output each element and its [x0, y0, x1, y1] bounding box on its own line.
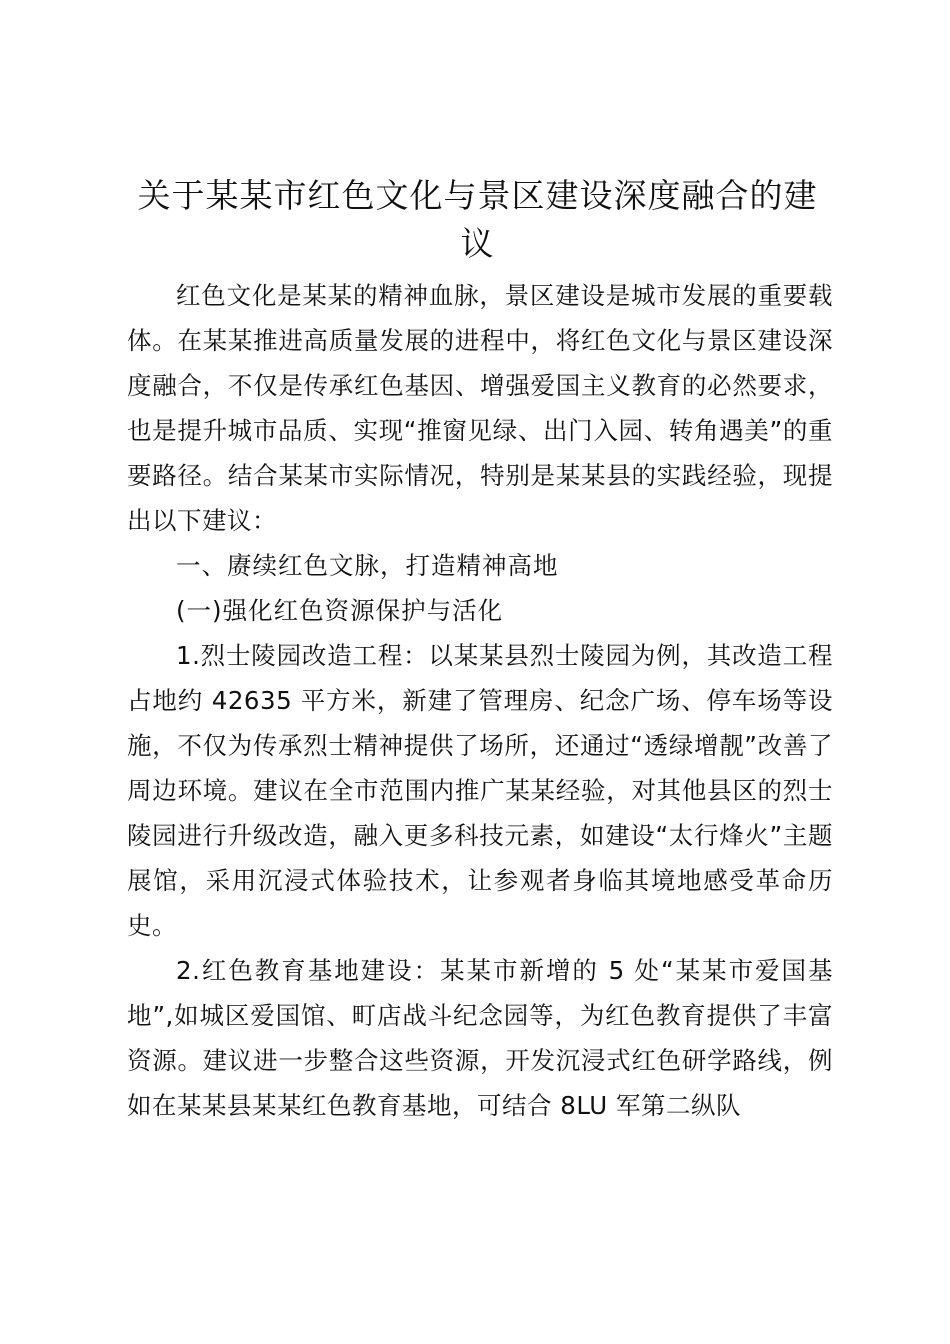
document-title: 关于某某市红色文化与景区建设深度融合的建议 — [137, 176, 818, 263]
document-body — [127, 273, 833, 1128]
item-paragraph-1: 1.烈士陵园改造工程：以某某县烈士陵园为例，其改造工程占地约 42635 平方米，新建了管理房、纪念广场、停车场等设施，不仅为传承烈士精神提供了场所，还通过“透绿增靓”改善了周边环境。建议在全市范围内推广某某经验，对其他县区的烈士陵园进行升级改造，融入更多科技元素，如建设“太行烽火”主题展馆，采用沉浸式体验技术，让参观者身临其境地感受革命历史。 — [127, 641, 833, 940]
section-heading: 一、赓续红色文脉，打造精神高地 — [176, 551, 559, 580]
subsection-heading: (一)强化红色资源保护与活化 — [176, 596, 504, 625]
item-paragraph-2: 2.红色教育基地建设：某某市新增的 5 处“某某市爱国基地”,如城区爱国馆、町店战斗纪念园等，为红色教育提供了丰富资源。建议进一步整合这些资源，开发沉浸式红色研学路线，例如在某某县某某红色教育基地，可结合 8LU 军第二纵队 — [127, 956, 833, 1120]
intro-paragraph: 红色文化是某某的精神血脉，景区建设是城市发展的重要载体。在某某推进高质量发展的进程中，将红色文化与景区建设深度融合，不仅是传承红色基因、增强爱国主义教育的必然要求，也是提升城市品质、实现“推窗见绿、出门入园、转角遇美”的重要路径。结合某某市实际情况，特别是某某县的实践经验，现提出以下建议： — [127, 281, 833, 535]
